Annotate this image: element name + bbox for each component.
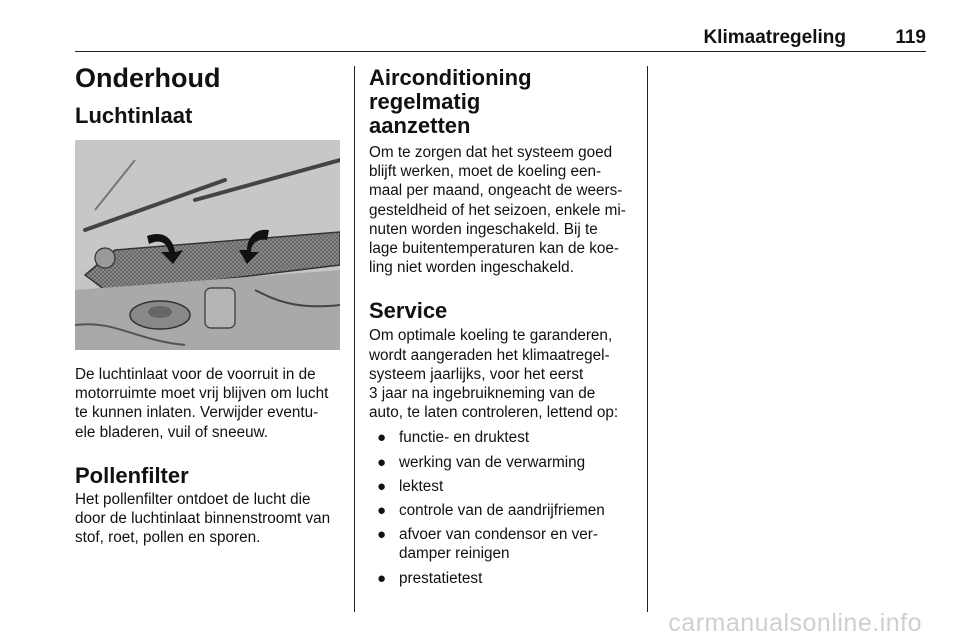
subsection-title-luchtinlaat: Luchtinlaat [75, 103, 193, 128]
chapter-title: Klimaatregeling [703, 27, 846, 48]
right-column [369, 66, 635, 593]
air-inlet-illustration [75, 140, 340, 350]
luchtinlaat-paragraph: De luchtinlaat voor de voorruit in de motorruimte moet vrij blijven om lucht te kunnen inlaten. Verwijder eventu- ele bladeren, vuil of sneeuw. [75, 366, 329, 441]
page-header [75, 27, 926, 49]
list-item: ● afvoer van condensor en ver- damper reinigen [377, 526, 598, 563]
page-number: 119 [895, 27, 926, 48]
service-paragraph: Om optimale koeling te garanderen, wordt aangeraden het klimaatregel- systeem jaarlijks, voor het eerst 3 jaar na ingebruikneming van de auto, te laten controleren, lettend op: [369, 327, 619, 422]
watermark: carmanualsonline.info [668, 609, 922, 637]
subsection-title-airco: Airconditioning regelmatig aanzetten [369, 65, 532, 138]
bullet-icon: ● [377, 477, 387, 495]
bullet-icon: ● [377, 526, 387, 544]
airco-paragraph: Om te zorgen dat het systeem goed blijft werken, moet de koeling een- maal per maand, ongeacht de weers- gesteldheid of het seizoen, enkele mi- nuten worden ingeschakeld. Bij te lage buitentemperaturen kan de koe- ling niet worden ingeschakeld. [369, 144, 626, 277]
left-column [75, 62, 340, 547]
column-divider-left [354, 66, 355, 612]
list-item: ● prestatietest [377, 569, 483, 587]
bullet-icon: ● [377, 429, 387, 447]
list-item: ● werking van de verwarming [377, 453, 586, 471]
list-item: ● functie- en druktest [377, 429, 530, 447]
subsection-title-service: Service [369, 298, 448, 324]
bullet-icon: ● [377, 569, 387, 587]
section-title: Onderhoud [75, 63, 221, 93]
column-divider-right [647, 66, 648, 612]
subsection-title-pollenfilter: Pollenfilter [75, 462, 189, 488]
bullet-icon: ● [377, 502, 387, 520]
pollenfilter-paragraph: Het pollenfilter ontdoet de lucht die door de luchtinlaat binnenstroomt van stof, roet, pollen en sporen. [75, 490, 331, 547]
list-item: ● controle van de aandrijfriemen [377, 502, 605, 520]
list-item: ● lektest [377, 477, 444, 495]
air-inlet-drawing [75, 140, 340, 350]
service-checklist [369, 428, 635, 587]
header-divider [75, 51, 926, 52]
bullet-icon: ● [377, 453, 387, 471]
